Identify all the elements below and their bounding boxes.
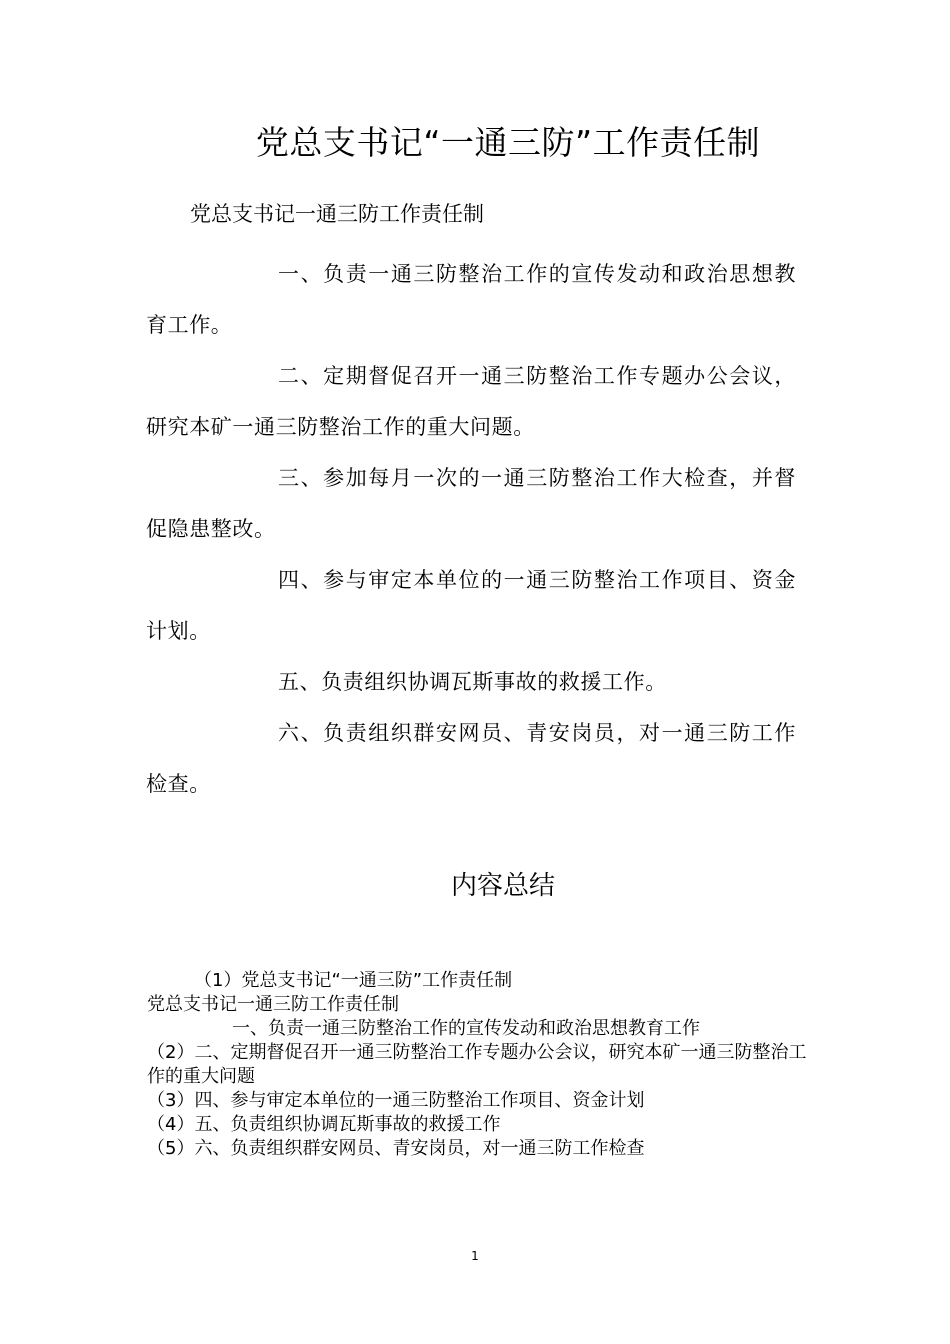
page-number: 1 xyxy=(471,1249,479,1263)
responsibility-list xyxy=(146,249,796,810)
responsibility-item-1: 一、负责一通三防整治工作的宣传发动和政治思想教育工作。 xyxy=(146,262,796,337)
responsibility-item-6: 六、负责组织群安网员、青安岗员，对一通三防工作检查。 xyxy=(146,721,796,796)
summary-heading: 内容总结 xyxy=(450,871,555,901)
summary-line-4: （2）二、定期督促召开一通三防整治工作专题办公会议，研究本矿一通三防整治工作的重大问题 xyxy=(147,1042,807,1087)
responsibility-item-5: 五、负责组织协调瓦斯事故的救援工作。 xyxy=(278,670,667,694)
document-title: 党总支书记“一通三防”工作责任制 xyxy=(255,123,761,162)
summary-line-3: 一、负责一通三防整治工作的宣传发动和政治思想教育工作 xyxy=(232,1018,700,1039)
summary-line-6: （4）五、负责组织协调瓦斯事故的救援工作 xyxy=(147,1114,501,1135)
summary-line-7: （5）六、负责组织群安网员、青安岗员，对一通三防工作检查 xyxy=(147,1138,645,1159)
summary-line-1: （1）党总支书记“一通三防”工作责任制 xyxy=(194,970,513,991)
responsibility-item-2: 二、定期督促召开一通三防整治工作专题办公会议，研究本矿一通三防整治工作的重大问题。 xyxy=(146,364,796,439)
document-subtitle: 党总支书记一通三防工作责任制 xyxy=(190,202,484,226)
summary-line-5: （3）四、参与审定本单位的一通三防整治工作项目、资金计划 xyxy=(147,1090,645,1111)
summary-block xyxy=(147,969,807,1161)
responsibility-item-4: 四、参与审定本单位的一通三防整治工作项目、资金计划。 xyxy=(146,568,796,643)
responsibility-item-3: 三、参加每月一次的一通三防整治工作大检查，并督促隐患整改。 xyxy=(146,466,796,541)
summary-line-2: 党总支书记一通三防工作责任制 xyxy=(147,994,399,1015)
